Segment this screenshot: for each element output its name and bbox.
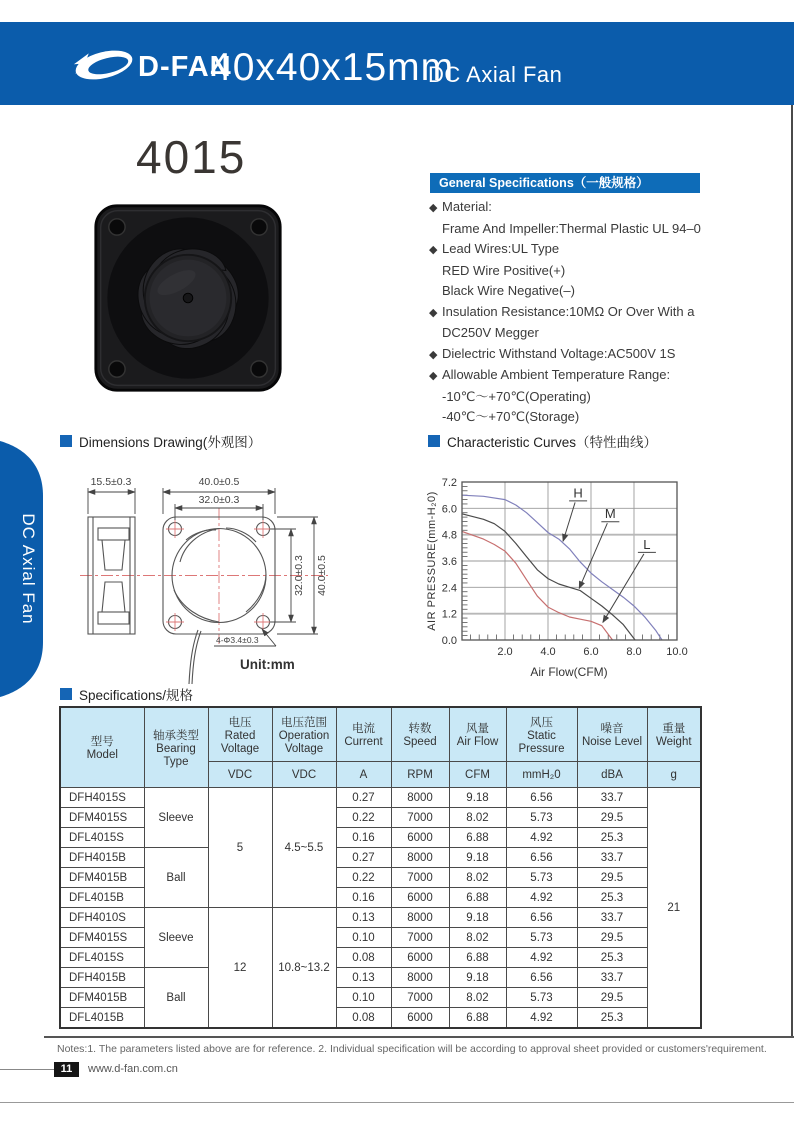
diamond-bullet-icon: ◆ <box>429 370 438 382</box>
col-air-flow: 风量 Air Flow <box>449 707 506 762</box>
svg-text:2.0: 2.0 <box>497 646 513 658</box>
bearing-group: Sleeve <box>144 788 208 848</box>
col-operation-voltage: 电压范围 Operation Voltage <box>272 707 336 762</box>
general-specs-list <box>429 197 774 428</box>
svg-text:4.8: 4.8 <box>441 529 457 542</box>
diamond-bullet-icon: ◆ <box>429 306 438 319</box>
dim-holes: 4-Φ3.4±0.3 <box>216 635 259 645</box>
dim-outer-height: 40.0±0.5 <box>316 555 328 596</box>
page-badge-rule <box>0 1069 54 1070</box>
x-axis-title: Air Flow(CFM) <box>530 665 608 679</box>
section-curves: Characteristic Curves（特性曲线） <box>428 431 657 451</box>
spec-item: Black Wire Negative(–) <box>442 283 575 298</box>
characteristic-curves-chart <box>424 455 790 705</box>
unit-static-pressure: mmH₂0 <box>506 762 577 788</box>
page-number-badge: 11 <box>54 1062 79 1077</box>
spec-item: DC250V Megger <box>442 325 539 340</box>
diamond-bullet-icon: ◆ <box>429 244 438 256</box>
col-noise: 噪音 Noise Level <box>577 707 647 762</box>
spec-item: -40℃～+70℃(Storage) <box>442 409 580 424</box>
product-subtitle: DC Axial Fan <box>428 62 563 87</box>
unit-weight: g <box>647 762 701 788</box>
product-size-title: 40x40x15mm <box>210 46 455 89</box>
brand-name: D-FAN <box>138 51 232 83</box>
table-row: DFH4015B Ball 0.27 8000 9.18 6.56 33.7 <box>60 848 701 868</box>
model-heading: 4015 <box>136 131 247 183</box>
right-edge-rule <box>791 105 793 1037</box>
side-tab-label: DC Axial Fan <box>19 513 38 625</box>
spec-item: RED Wire Positive(+) <box>442 262 566 278</box>
diamond-bullet-icon: ◆ <box>429 348 438 361</box>
unit-air-flow: CFM <box>449 762 506 788</box>
bearing-group: Ball <box>144 848 208 908</box>
svg-text:2.4: 2.4 <box>441 582 457 595</box>
col-weight: 重量 Weight <box>647 707 701 762</box>
dim-pitch-width: 32.0±0.3 <box>198 494 240 506</box>
bearing-group: Sleeve <box>144 908 208 968</box>
col-current: 电流 Current <box>336 707 391 762</box>
unit-operation-voltage: VDC <box>272 762 336 788</box>
svg-text:1.2: 1.2 <box>441 608 457 621</box>
side-tab <box>0 438 48 700</box>
chart-plot-area <box>442 477 688 658</box>
dim-pitch-height: 32.0±0.3 <box>293 555 305 596</box>
unit-label: Unit:mm <box>240 657 295 672</box>
spec-item: ◆ Insulation Resistance:10MΩ Or Over With a <box>429 302 774 324</box>
unit-noise: dBA <box>577 762 647 788</box>
table-row: DFH4015B Ball 0.13 8000 9.18 6.56 33.7 <box>60 968 701 988</box>
fan-product-photo <box>92 202 284 394</box>
bottom-rule <box>0 1102 794 1103</box>
notes-top-rule <box>44 1036 794 1038</box>
table-header-row <box>60 707 701 762</box>
header-bar <box>0 22 794 105</box>
spec-item: ◆ Allowable Ambient Temperature Range: <box>429 365 774 387</box>
svg-text:L: L <box>643 536 651 552</box>
svg-text:0.0: 0.0 <box>441 635 457 647</box>
table-row: DFL4015B 0.16 6000 6.88 4.92 25.3 <box>60 888 701 908</box>
website-text: www.d-fan.com.cn <box>88 1063 178 1075</box>
col-static-pressure: 风压 Static Pressure <box>506 707 577 762</box>
svg-text:10.0: 10.0 <box>666 646 688 658</box>
table-row: DFM4015S 0.10 7000 8.02 5.73 29.5 <box>60 928 701 948</box>
diamond-bullet-icon: ◆ <box>429 202 438 214</box>
blue-square-marker <box>428 435 440 447</box>
svg-text:6.0: 6.0 <box>583 646 599 658</box>
section-dimensions: Dimensions Drawing(外观图） <box>60 431 261 451</box>
table-row: DFH4015S Sleeve 5 4.5~5.5 0.27 8000 9.18 6.56 33.7 21 <box>60 788 701 808</box>
blue-square-marker <box>60 688 72 700</box>
svg-text:H: H <box>573 485 583 501</box>
dim-side-width: 15.5±0.3 <box>90 476 132 488</box>
bearing-group: Ball <box>144 968 208 1029</box>
spec-item: ◆ Lead Wires:UL Type <box>429 239 774 261</box>
table-row: DFL4015S 0.16 6000 6.88 4.92 25.3 <box>60 828 701 848</box>
spec-item: -10℃～+70℃(Operating) <box>442 388 591 404</box>
spec-table <box>59 706 702 1029</box>
table-row: DFL4015S 0.08 6000 6.88 4.92 25.3 <box>60 948 701 968</box>
weight-group: 21 <box>647 788 701 1029</box>
col-speed: 转数 Speed <box>391 707 449 762</box>
voltage-range-group: 10.8~13.2 <box>272 908 336 1029</box>
notes-text: Notes:1. The parameters listed above are for reference. 2. Individual specification will be according to approval sheet provided or customers'requirement. <box>57 1043 767 1055</box>
svg-text:7.2: 7.2 <box>441 477 457 489</box>
col-model: 型号 Model <box>60 707 144 788</box>
spec-item: Frame And Impeller:Thermal Plastic UL 94–0 <box>442 220 701 236</box>
voltage-group: 5 <box>208 788 272 908</box>
fan-swoosh-icon <box>72 43 135 84</box>
general-specs-title: General Specifications（一般规格） <box>430 173 700 193</box>
voltage-range-group: 4.5~5.5 <box>272 788 336 908</box>
y-axis-title: AIR PRESSURE(mm-H₂0) <box>426 491 438 631</box>
table-row: DFM4015S 0.22 7000 8.02 5.73 29.5 <box>60 808 701 828</box>
dimensions-drawing <box>78 462 408 687</box>
table-row: DFL4015B 0.08 6000 6.88 4.92 25.3 <box>60 1008 701 1029</box>
unit-current: A <box>336 762 391 788</box>
col-rated-voltage: 电压 Rated Voltage <box>208 707 272 762</box>
table-row: DFM4015B 0.10 7000 8.02 5.73 29.5 <box>60 988 701 1008</box>
svg-text:4.0: 4.0 <box>540 646 556 658</box>
spec-item: ◆ Dielectric Withstand Voltage:AC500V 1S <box>429 344 774 366</box>
unit-rated-voltage: VDC <box>208 762 272 788</box>
blue-square-marker <box>60 435 72 447</box>
voltage-group: 12 <box>208 908 272 1029</box>
unit-speed: RPM <box>391 762 449 788</box>
table-row: DFH4010S Sleeve 12 10.8~13.2 0.13 8000 9.18 6.56 33.7 <box>60 908 701 928</box>
col-bearing: 轴承类型 Bearing Type <box>144 707 208 788</box>
dim-outer-width: 40.0±0.5 <box>198 476 240 488</box>
svg-text:8.0: 8.0 <box>626 646 642 658</box>
table-row: DFM4015B 0.22 7000 8.02 5.73 29.5 <box>60 868 701 888</box>
svg-text:3.6: 3.6 <box>441 556 457 568</box>
spec-item: ◆ Material: <box>429 197 774 219</box>
svg-text:6.0: 6.0 <box>441 503 457 516</box>
section-specifications: Specifications/规格 <box>60 684 193 704</box>
svg-text:M: M <box>604 506 616 522</box>
